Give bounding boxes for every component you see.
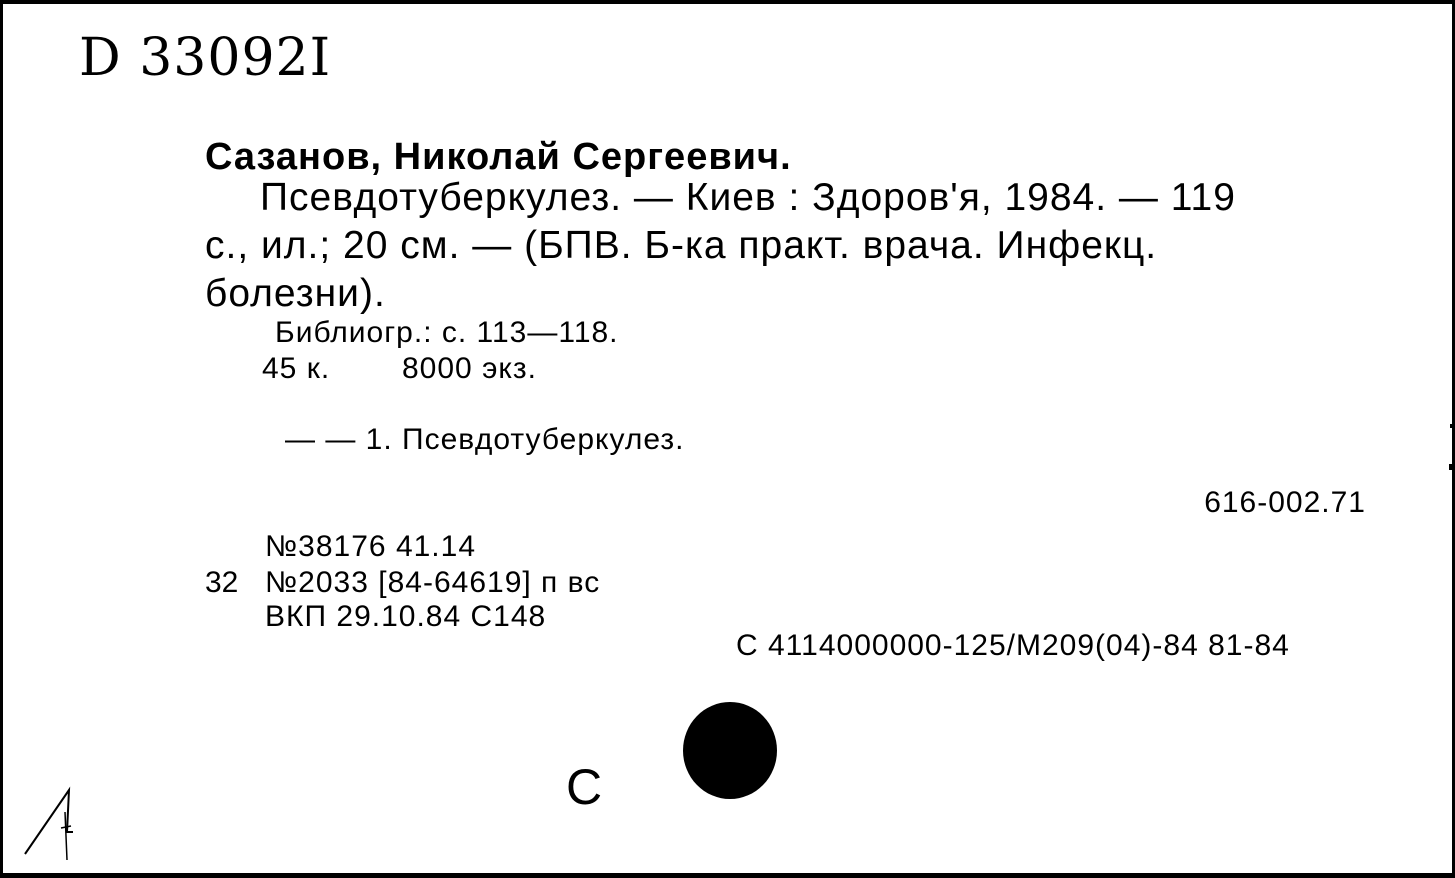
title-line-2: с., ил.; 20 см. — (БПВ. Б-ка практ. врача. Инфекц.	[205, 224, 1158, 267]
print-run: 8000 экз.	[402, 352, 537, 385]
price: 45 к.	[262, 352, 331, 385]
author-name: Сазанов, Николай Сергеевич.	[205, 136, 792, 178]
card-number: D 33092I	[79, 28, 332, 88]
title-line-3: болезни).	[205, 272, 386, 315]
registration-line-3: ВКП 29.10.84 С148	[265, 600, 547, 633]
mark-letter: С	[566, 759, 603, 815]
udc-classification: 616-002.71	[1204, 486, 1366, 519]
bibliography-note: Библиогр.: с. 113—118.	[275, 316, 619, 349]
title-line-1: Псевдотуберкулез. — Киев : Здоров'я, 1984. — 119	[260, 176, 1236, 219]
catalog-code: С 4114000000-125/М209(04)-84 81-84	[736, 629, 1290, 662]
subject-heading: — — 1. Псевдотуберкулез.	[285, 423, 685, 456]
registration-prefix: 32	[205, 566, 239, 599]
punch-hole-dot	[683, 702, 777, 799]
scan-speck	[1449, 464, 1453, 470]
registration-line-1: №38176 41.14	[265, 530, 477, 563]
registration-line-2: №2033 [84-64619] п вс	[265, 566, 601, 599]
scan-speck	[1450, 424, 1452, 428]
handwritten-signature	[21, 782, 81, 862]
